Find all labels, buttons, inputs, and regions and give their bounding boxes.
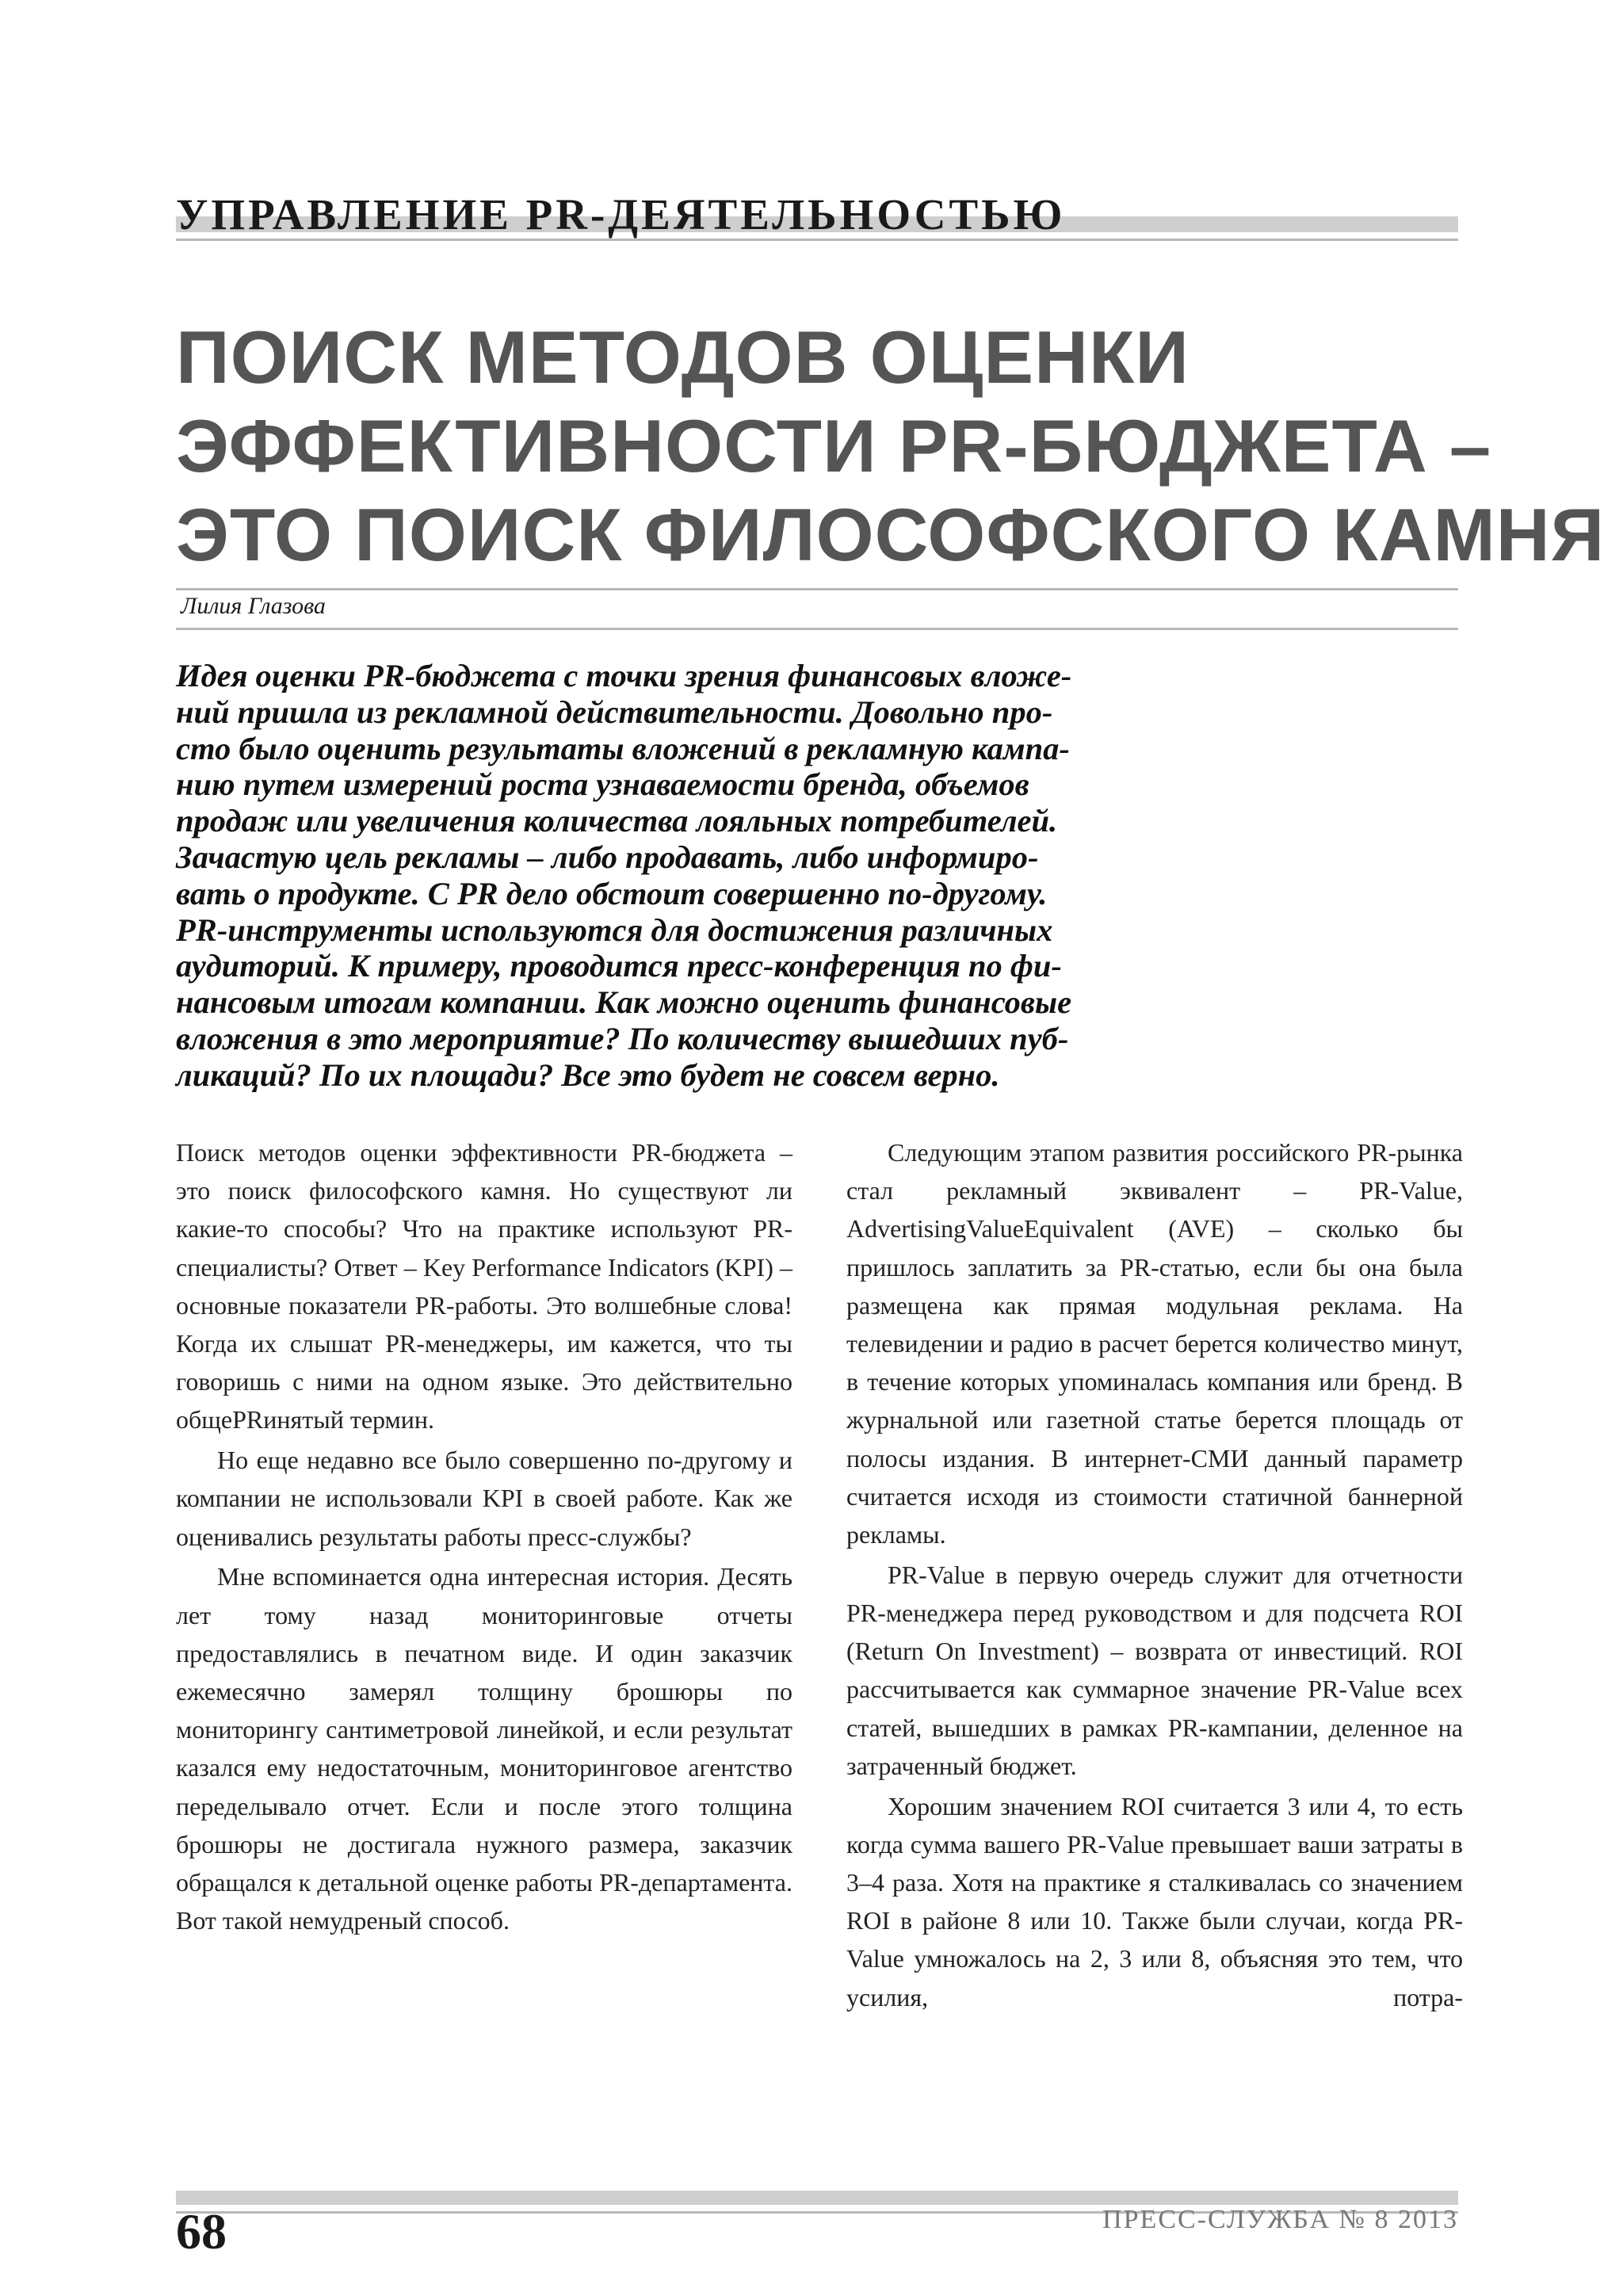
lead-line: нансовым итогам компании. Как можно оценить финансовые [176, 984, 1072, 1021]
body-paragraph: Следующим этапом развития российского PR-рынка стал рекламный эквивалент – PR-Value, AdvertisingValueEquivalent (AVE) – сколько бы пришлось заплатить за PR-статью, если бы она была размещена как прямая модульная реклама. На телевидении и радио в расчет берется количество минут, в течение которых упоминалась компания или бренд. В журнальной или газетной статье берется площадь от полосы издания. В интернет-СМИ данный параметр считается исходя из стоимости статичной баннерной рекламы. [846, 1138, 1463, 1549]
body-paragraph: Поиск методов оценки эффективности PR-бюджета – это поиск философского камня. Но существуют ли какие-то способы? Что на практике используют PR-специалисты? Ответ – Key Performance Indicators (KPI) – основные показатели PR-работы. Это волшебные слова! Когда их слышат PR-менеджеры, им кажется, что ты говоришь с ними на одном языке. Это действительно общеPRинятый термин. [176, 1138, 792, 1435]
footer-bar [176, 2191, 1458, 2205]
headline-line: ЭТО ПОИСК ФИЛОСОФСКОГО КАМНЯ [176, 493, 1606, 576]
body-column-right [846, 1133, 1463, 2016]
lead-line: сто было оценить результаты вложений в рекламную кампа- [176, 730, 1070, 766]
author-rule-top [176, 588, 1458, 590]
journal-issue: ПРЕСС-СЛУЖБА № 8 2013 [1102, 2205, 1458, 2234]
lead-line: Идея оценки PR-бюджета с точки зрения финансовых вложе- [176, 658, 1072, 693]
lead-line: ний пришла из рекламной действительности. Довольно про- [176, 693, 1053, 730]
lead-line: ликаций? По их площади? Все это будет не совсем верно. [176, 1056, 1000, 1093]
body-column-left [176, 1133, 792, 1939]
page-number: 68 [176, 2203, 227, 2260]
lead-line: PR-инструменты используются для достижения различных [176, 911, 1053, 948]
section-header-rule [176, 239, 1458, 241]
headline-line: ЭФФЕКТИВНОСТИ PR-БЮДЖЕТА – [176, 404, 1492, 487]
lead-line: аудиторий. К примеру, проводится пресс-конференция по фи- [176, 948, 1062, 984]
body-paragraph: Мне вспоминается одна интересная история. Десять лет тому назад мониторинговые отчеты предоставлялись в печатном виде. И один заказчик ежемесячно замерял толщину брошюры по мониторингу сантиметровой линейкой, и если результат казался ему недостаточным, мониторинговое агентство переделывало отчет. Если и после этого толщина брошюры не достигала нужного размера, заказчик обращался к детальной оценке работы PR-департамента. Вот такой немудреный способ. [176, 1562, 792, 1935]
author-name: Лилия Глазова [181, 593, 326, 619]
lead-line: Зачастую цель рекламы – либо продавать, либо информиро- [176, 839, 1039, 875]
body-paragraph: Но еще недавно все было совершенно по-другому и компании не использовали KPI в своей работе. Как же оценивались результаты работы пресс-службы? [176, 1446, 792, 1551]
body-paragraph: PR-Value в первую очередь служит для отчетности PR-менеджера перед руководством и для подсчета ROI (Return On Investment) – возврата от инвестиций. ROI рассчитывается как суммарное значение PR-Value всех статей, вышедших в рамках PR-кампании, деленное на затраченный бюджет. [846, 1560, 1463, 1780]
lead-line: продаж или увеличения количества лояльных потребителей. [176, 803, 1058, 839]
lead-paragraph [176, 658, 1159, 1094]
lead-line: вать о продукте. С PR дело обстоит совершенно по-другому. [176, 875, 1048, 911]
section-title: УПРАВЛЕНИЕ PR-ДЕЯТЕЛЬНОСТЬЮ [176, 190, 1066, 239]
article-headline [176, 313, 1606, 579]
lead-line: вложения в это мероприятие? По количеству вышедших пуб- [176, 1020, 1069, 1056]
headline-line: ПОИСК МЕТОДОВ ОЦЕНКИ [176, 315, 1190, 399]
body-paragraph: Хорошим значением ROI считается 3 или 4, то есть когда сумма вашего PR-Value превышает ваши затраты в 3–4 раза. Хотя на практике я сталкивалась со значением ROI в районе 8 или 10. Также были случаи, когда PR-Value умножалось на 2, 3 или 8, объясняя это тем, что усилия, потра- [846, 1791, 1463, 2011]
section-header [176, 178, 1458, 242]
lead-line: нию путем измерений роста узнаваемости бренда, объемов [176, 766, 1029, 803]
author-rule-bottom [176, 628, 1458, 630]
